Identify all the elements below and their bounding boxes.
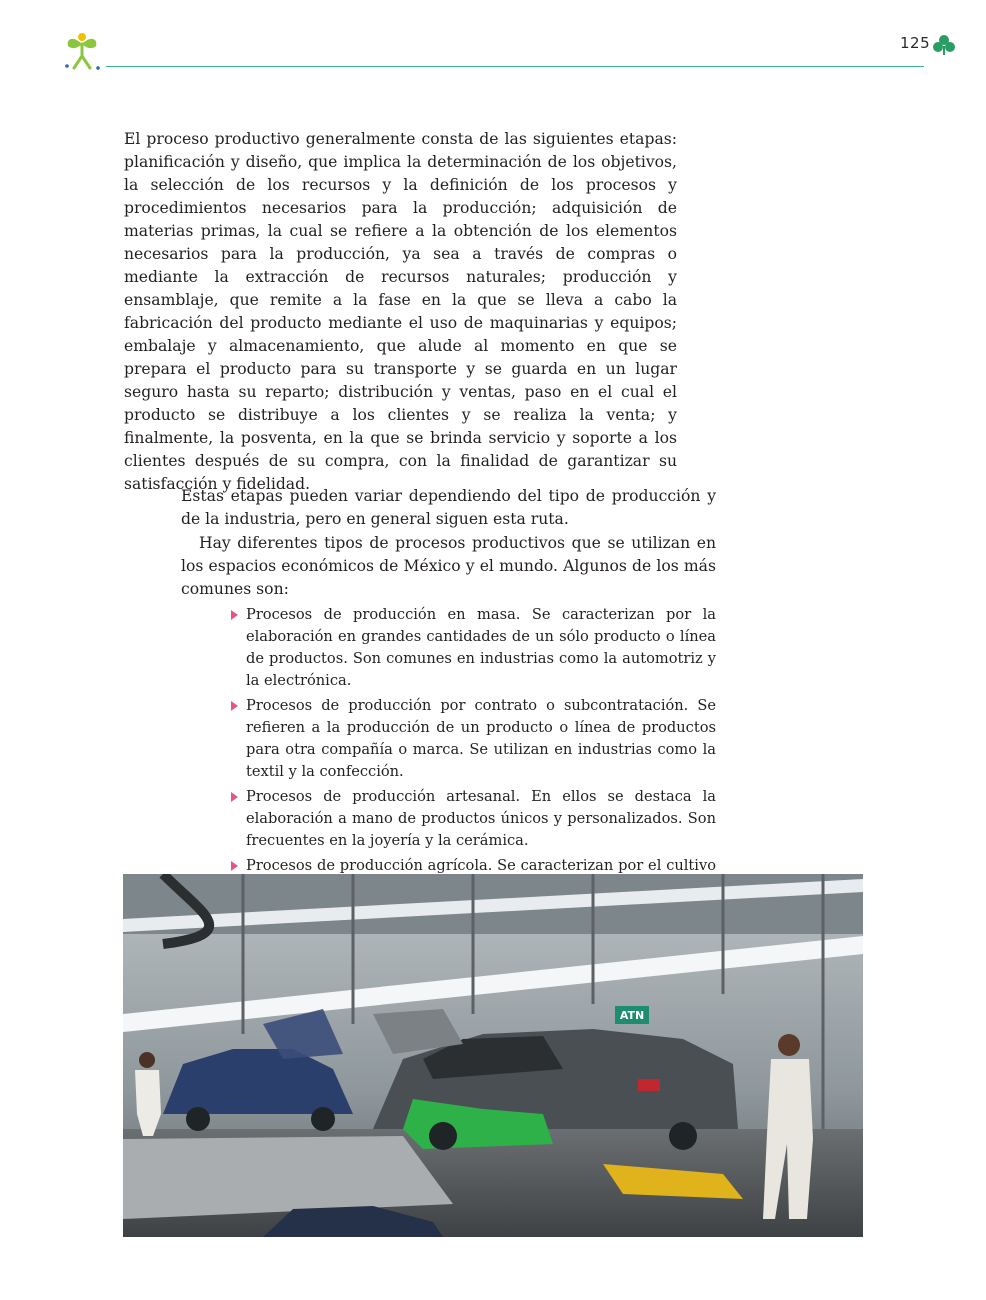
header-rule	[106, 66, 924, 67]
paragraph-stages-vary: Estas etapas pueden variar dependiendo del tipo de producción y de la industria, pero en general siguen esta ruta.	[181, 487, 716, 528]
page-number: 125	[900, 34, 931, 52]
assembly-line-photo	[123, 874, 863, 1237]
sprout-person-icon	[62, 30, 102, 72]
process-types-list	[230, 604, 716, 902]
list-item: Procesos de producción en masa. Se caracterizan por la elaboración en grandes cantidades de un sólo producto o línea de productos. Son comunes en industrias como la automotriz y la electrónica.	[230, 604, 716, 692]
paragraph-process-types: Hay diferentes tipos de procesos productivos que se utilizan en los espacios económicos de México y el mundo. Algunos de los más comunes son:	[181, 534, 716, 598]
list-item: Procesos de producción por contrato o subcontratación. Se refieren a la producción de un producto o línea de productos para otra compañía o marca. Se utilizan en industrias como la textil y la confección.	[230, 695, 716, 783]
clover-icon	[932, 34, 956, 56]
bullet-triangle-icon	[231, 861, 238, 871]
bullet-triangle-icon	[231, 792, 238, 802]
list-item: Procesos de producción agrícola. Se caracterizan por el cultivo	[230, 855, 716, 899]
bullet-triangle-icon	[231, 701, 238, 711]
assembly-line-illustration	[123, 874, 863, 1237]
list-item: Procesos de producción artesanal. En ellos se destaca la elaboración a mano de productos únicos y personalizados. Son frecuentes en la joyería y la cerámica.	[230, 786, 716, 852]
bullet-triangle-icon	[231, 610, 238, 620]
paragraph-process-stages: El proceso productivo generalmente consta de las siguientes etapas: planificación y diseño, que implica la determinación de los objetivos, la selección de los recursos y la definición de los procesos y procedimientos necesarios para la producción; adquisición de materias primas, la cual se refiere a la obtención de los elementos necesarios para la producción, ya sea a través de compras o mediante la extracción de recursos naturales; producción y ensamblaje, que remite a la fase en la que se lleva a cabo la fabricación del producto mediante el uso de maquinarias y equipos; embalaje y almacenamiento, que alude al momento en que se prepara el producto para su transporte y se guarda en un lugar seguro hasta su reparto; distribución y ventas, paso en el cual el producto se distribuye a los clientes y se realiza la venta; y finalmente, la posventa, en la que se brinda servicio y soporte a los clientes después de su compra, con la finalidad de garantizar su satisfacción y fidelidad.	[124, 130, 677, 493]
atn-sign: ATN	[619, 1009, 645, 1022]
